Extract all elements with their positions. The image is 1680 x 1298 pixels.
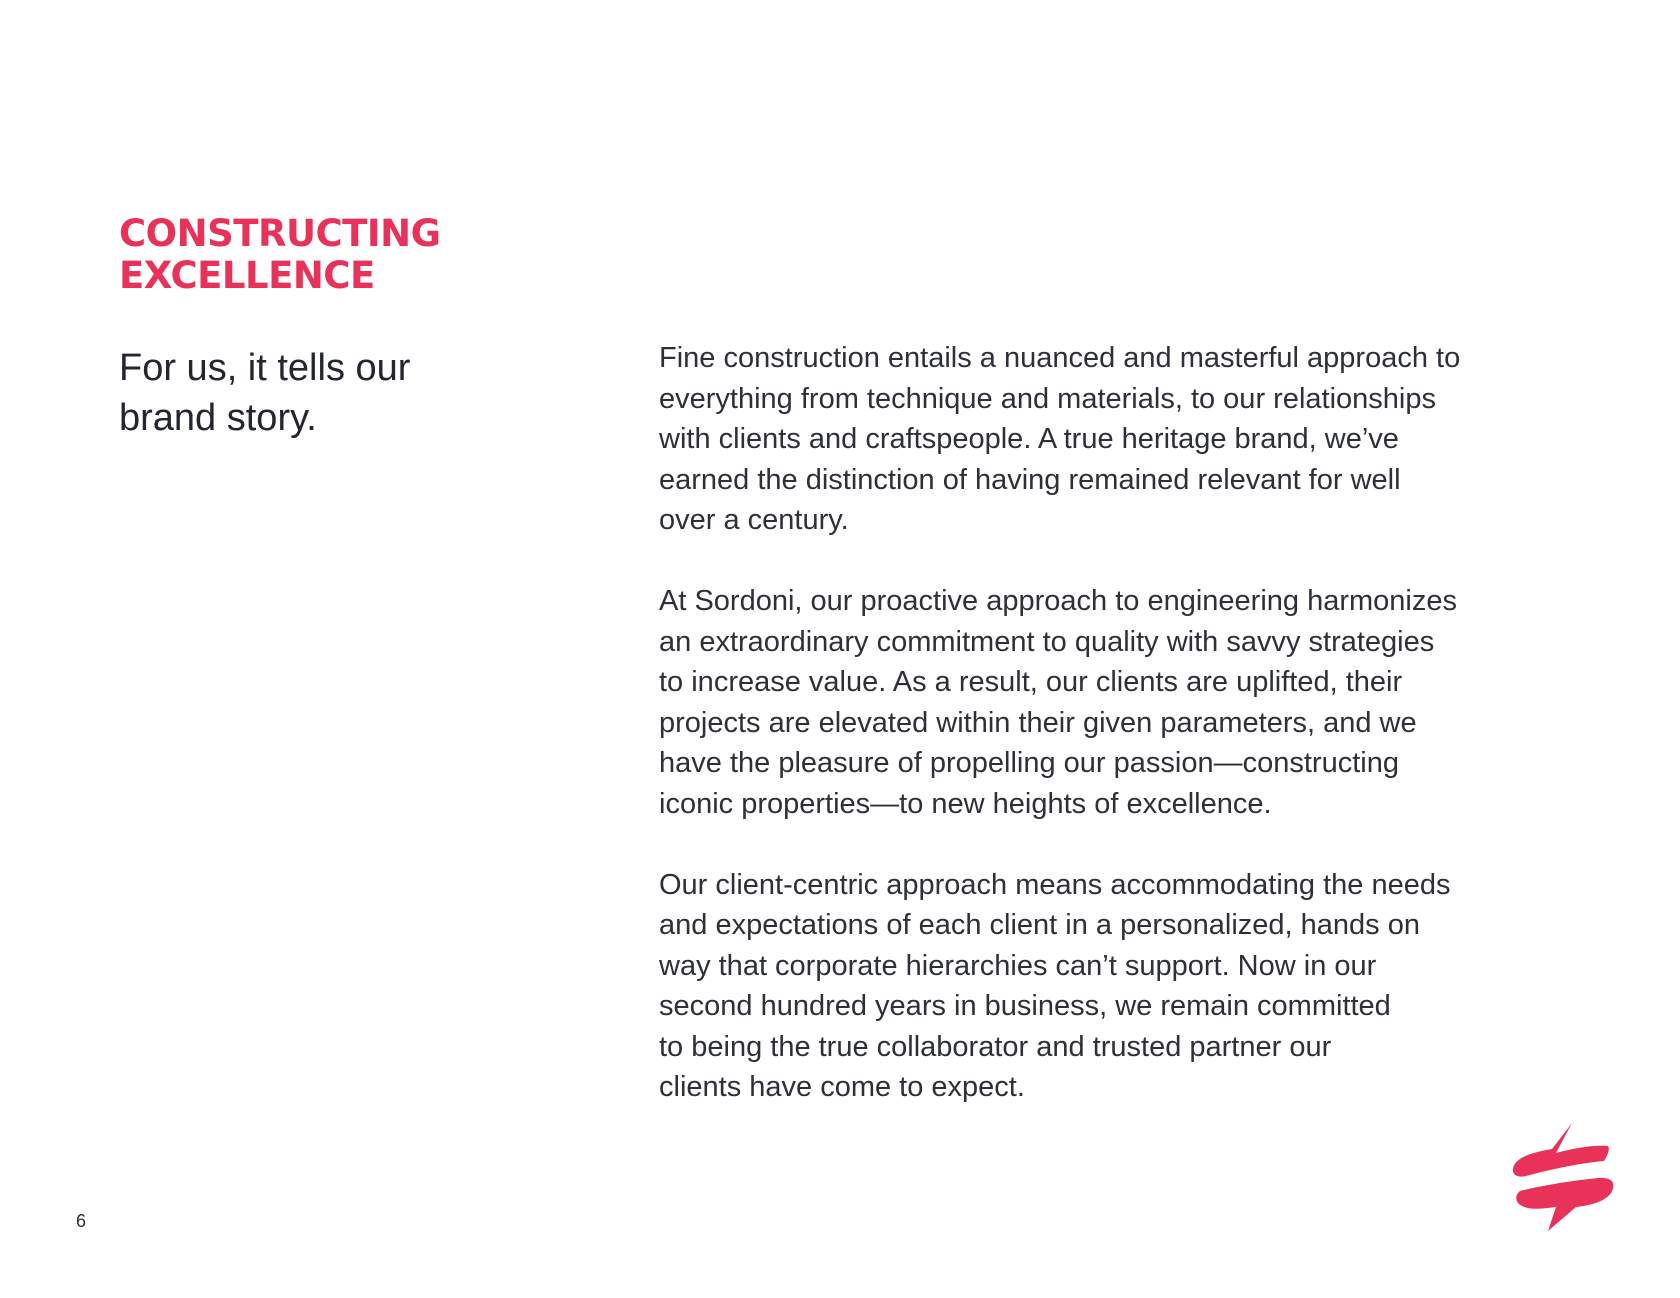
subheading <box>119 343 549 443</box>
paragraph-line: an extraordinary commitment to quality with savvy strategies <box>659 625 1435 658</box>
paragraph-line: Fine construction entails a nuanced and masterful approach to <box>659 342 1461 374</box>
paragraph-line: have the pleasure of propelling our passion—constructing <box>659 747 1399 779</box>
paragraph-1 <box>659 338 1599 541</box>
page-title-line-1: CONSTRUCTING <box>119 212 441 255</box>
paragraph-line: to increase value. As a result, our clients are uplifted, their <box>659 666 1403 698</box>
paragraph-3 <box>659 865 1599 1108</box>
paragraph-line: to being the true collaborator and trusted partner our <box>659 1030 1332 1063</box>
paragraph-line: clients have come to expect. <box>659 1071 1025 1103</box>
paragraph-line: everything from technique and materials, to our relationships <box>659 382 1436 415</box>
paragraph-line: Our client-centric approach means accommodating the needs <box>659 868 1451 901</box>
paragraph-line: way that corporate hierarchies can’t support. Now in our <box>659 949 1377 982</box>
paragraph-line: At Sordoni, our proactive approach to engineering harmonizes <box>659 585 1457 617</box>
paragraph-2 <box>659 581 1599 824</box>
sordoni-s-logo-icon <box>1512 1123 1616 1231</box>
subheading-line-2: brand story. <box>119 397 317 439</box>
logo-lower-stroke <box>1516 1178 1613 1231</box>
paragraph-line: and expectations of each client in a personalized, hands on <box>659 909 1420 941</box>
paragraph-line: projects are elevated within their given parameters, and we <box>659 706 1417 739</box>
logo-upper-stroke <box>1513 1123 1609 1177</box>
paragraph-line: over a century. <box>659 504 849 536</box>
page-title <box>119 213 441 297</box>
paragraph-line: earned the distinction of having remained relevant for well <box>659 463 1401 496</box>
paragraph-line: second hundred years in business, we remain committed <box>659 990 1391 1022</box>
paragraph-line: iconic properties—to new heights of excellence. <box>659 787 1272 820</box>
page-number: 6 <box>76 1211 87 1231</box>
body-copy <box>659 338 1599 1148</box>
paragraph-line: with clients and craftspeople. A true heritage brand, we’ve <box>659 423 1399 455</box>
subheading-line-1: For us, it tells our <box>119 347 411 389</box>
page-title-line-2: EXCELLENCE <box>119 254 375 297</box>
